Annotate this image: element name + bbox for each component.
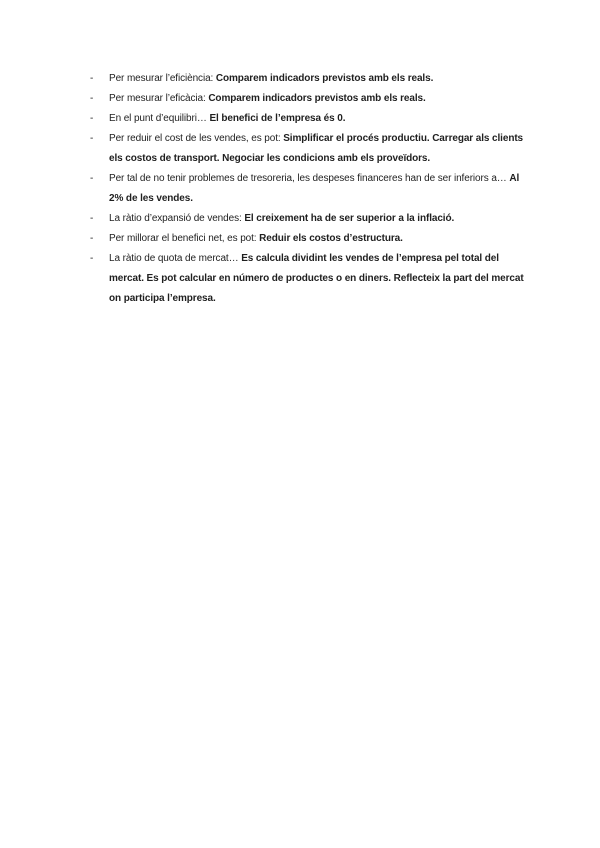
list-item-text: [109, 233, 403, 244]
list-item-text: [109, 93, 426, 104]
list-item: [90, 249, 530, 309]
list-item-text: [109, 133, 523, 164]
item-answer: Reduir els costos d’estructura.: [259, 233, 403, 244]
bullet-dash: -: [90, 113, 94, 124]
item-answer: Comparem indicadors previstos amb els reals.: [215, 73, 434, 84]
item-prefix: La ràtio de quota de mercat…: [109, 253, 242, 264]
item-answer: Comparem indicadors previstos amb els reals.: [208, 93, 426, 104]
list-item: [90, 209, 530, 229]
item-prefix: La ràtio d’expansió de vendes:: [109, 213, 245, 224]
list-item-text: [109, 113, 345, 124]
bullet-list: [90, 69, 530, 309]
bullet-dash: -: [90, 173, 94, 184]
item-prefix: Per millorar el benefici net, es pot:: [109, 233, 260, 244]
bullet-dash: -: [90, 93, 94, 104]
bullet-dash: -: [90, 253, 94, 264]
list-item-text: [109, 213, 454, 224]
bullet-dash: -: [90, 213, 94, 224]
item-answer: El benefici de l’empresa és 0.: [209, 113, 346, 124]
list-item: [90, 229, 530, 249]
list-item: [90, 69, 530, 89]
list-item: [90, 109, 530, 129]
list-item-text: [109, 253, 524, 304]
list-item: [90, 169, 530, 209]
bullet-dash: -: [90, 233, 94, 244]
item-prefix: Per tal de no tenir problemes de tresoreria, les despeses financeres han de ser inferiors a…: [109, 173, 510, 184]
item-answer: Al 2% de les vendes.: [109, 173, 520, 204]
item-prefix: Per mesurar l’eficàcia:: [109, 93, 209, 104]
item-answer: Simplificar el procés productiu. Carregar als clients els costos de transport. Negociar les condicions amb els proveïdors.: [109, 133, 524, 164]
item-prefix: Per reduir el cost de les vendes, es pot:: [109, 133, 284, 144]
list-item-text: [109, 173, 519, 204]
bullet-dash: -: [90, 73, 94, 84]
bullet-dash: -: [90, 133, 94, 144]
item-answer: Es calcula dividint les vendes de l’empresa pel total del mercat. Es pot calcular en número de productes o en diners. Reflecteix la part del mercat on participa l’empresa.: [109, 253, 524, 304]
item-prefix: En el punt d’equilibri…: [109, 113, 210, 124]
list-item: [90, 89, 530, 109]
list-item: [90, 129, 530, 169]
item-answer: El creixement ha de ser superior a la inflació.: [244, 213, 455, 224]
item-prefix: Per mesurar l’eficiència:: [109, 73, 216, 84]
list-item-text: [109, 73, 433, 84]
